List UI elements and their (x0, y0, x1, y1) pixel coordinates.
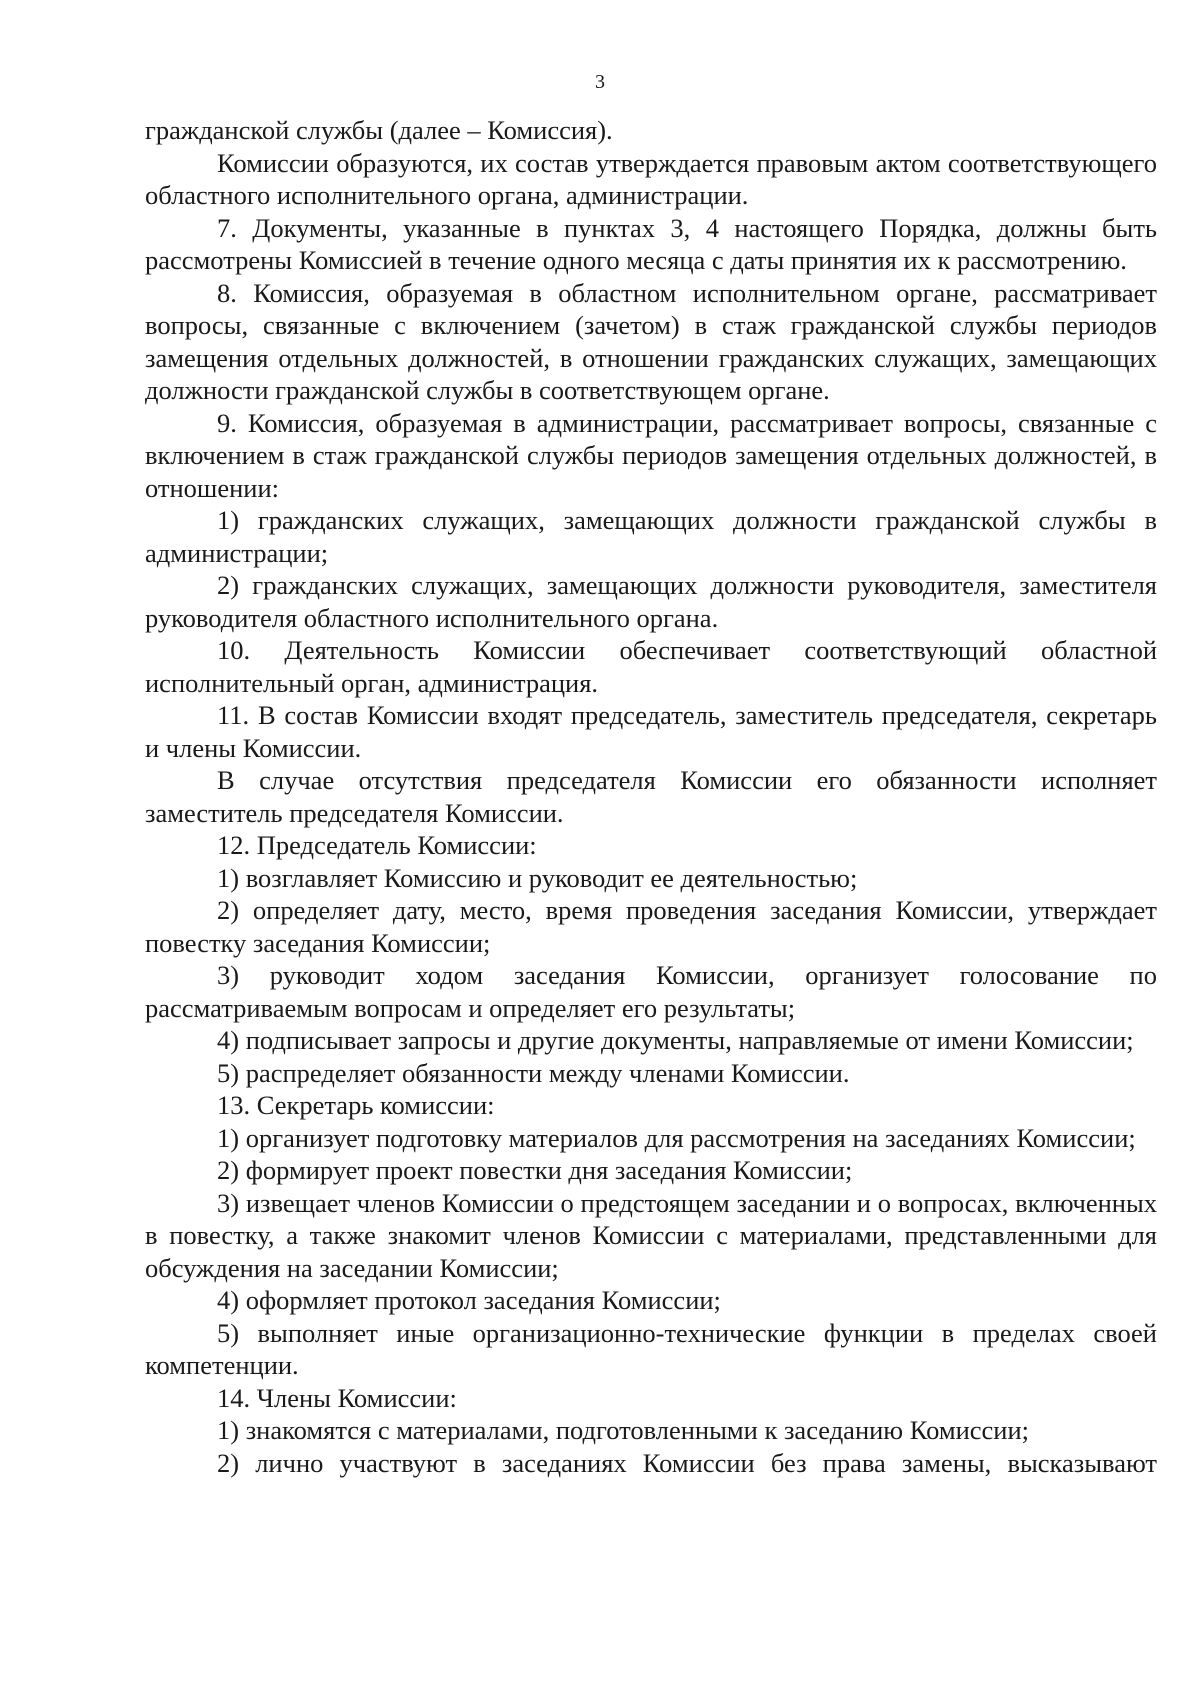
paragraph-item-14-sub-2: 2) лично участвуют в заседаниях Комиссии без права замены, высказывают (217, 1447, 1157, 1478)
paragraph-item-7: 7. Документы, указанные в пунктах 3, 4 настоящего Порядка, должны быть рассмотрены Комиссией в течение одного месяца с даты принятия их к рассмотрению. (145, 212, 1157, 275)
paragraph-item-14: 14. Члены Комиссии: (217, 1382, 457, 1413)
paragraph-item-10: 10. Деятельность Комиссии обеспечивает соответствующий областной исполнительный орган, администрация. (145, 635, 1157, 698)
paragraph-item-9-sub-1: 1) гражданских служащих, замещающих должности гражданской службы в администрации; (145, 505, 1157, 568)
paragraph-item-13-sub-2: 2) формирует проект повестки дня заседания Комиссии; (217, 1155, 853, 1185)
paragraph-item-11: 11. В состав Комиссии входят председатель, заместитель председателя, секретарь и члены Комиссии. (145, 700, 1157, 763)
paragraph-item-14-sub-1: 1) знакомятся с материалами, подготовленными к заседанию Комиссии; (217, 1415, 1030, 1445)
paragraph-item-8: 8. Комиссия, образуемая в областном исполнительном органе, рассматривает вопросы, связанные с включением (зачетом) в стаж гражданской службы периодов замещения отдельных должностей, в отношении гражданских служащих, замещающих должности гражданской службы в соответствующем органе. (145, 277, 1157, 405)
paragraph-item-9-sub-2: 2) гражданских служащих, замещающих должности руководителя, заместителя руководителя областного исполнительного органа. (145, 570, 1157, 633)
paragraph-item-12: 12. Председатель Комиссии: (217, 830, 537, 860)
paragraph-item-12-sub-4: 4) подписывает запросы и другие документы, направляемые от имени Комиссии; (217, 1025, 1134, 1055)
document-body (145, 114, 1157, 1479)
paragraph-item-13-sub-5: 5) выполняет иные организационно-технические функции в пределах своей компетенции. (145, 1317, 1157, 1380)
paragraph-item-11-absence: В случае отсутствия председателя Комиссии его обязанности исполняет заместитель председателя Комиссии. (145, 765, 1157, 828)
page-number: 3 (595, 71, 605, 93)
paragraph-item-12-sub-2: 2) определяет дату, место, время проведения заседания Комиссии, утверждает повестку заседания Комиссии; (145, 895, 1157, 958)
paragraph-item-13-sub-1: 1) организует подготовку материалов для рассмотрения на заседаниях Комиссии; (217, 1122, 1136, 1153)
paragraph-item-13-sub-3: 3) извещает членов Комиссии о предстоящем заседании и о вопросах, включенных в повестку, а также знакомит членов Комиссии с материалами, представленными для обсуждения на заседании Комиссии; (145, 1187, 1157, 1283)
paragraph-commission-formation: Комиссии образуются, их состав утверждается правовым актом соответствующего областного исполнительного органа, администрации. (145, 147, 1157, 210)
paragraph-item-12-sub-1: 1) возглавляет Комиссию и руководит ее деятельностью; (217, 862, 858, 893)
paragraph-continuation: гражданской службы (далее – Комиссия). (145, 115, 613, 145)
paragraph-item-12-sub-3: 3) руководит ходом заседания Комиссии, организует голосование по рассматриваемым вопросам и определяет его результаты; (145, 960, 1157, 1023)
paragraph-item-9: 9. Комиссия, образуемая в администрации, рассматривает вопросы, связанные с включением в стаж гражданской службы периодов замещения отдельных должностей, в отношении: (145, 407, 1157, 503)
paragraph-item-13-sub-4: 4) оформляет протокол заседания Комиссии; (217, 1285, 721, 1315)
paragraph-item-13: 13. Секретарь комиссии: (217, 1090, 495, 1120)
paragraph-item-12-sub-5: 5) распределяет обязанности между членами Комиссии. (217, 1057, 850, 1088)
